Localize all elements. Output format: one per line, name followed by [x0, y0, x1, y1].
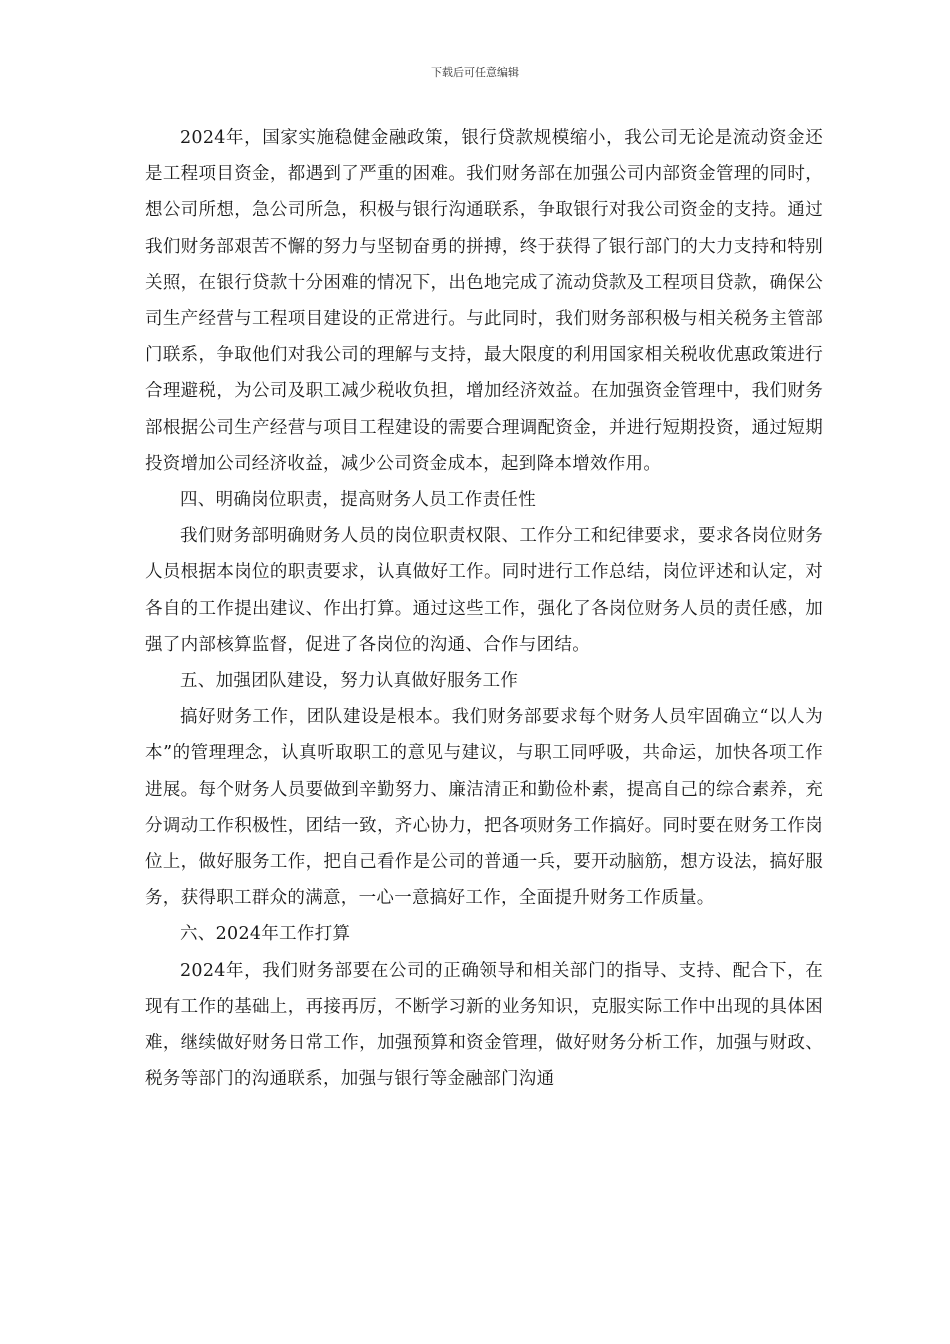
- paragraph-team-building: 搞好财务工作，团队建设是根本。我们财务部要求每个财务人员牢固确立“以人为本”的管理理念，认真听取职工的意见与建议，与职工同呼吸，共命运，加快各项工作进展。每个财务人员要做到辛勤努力、廉洁清正和勤俭朴素，提高自己的综合素养，充分调动工作积极性，团结一致，齐心协力，把各项财务工作搞好。同时要在财务工作岗位上，做好服务工作，把自己看作是公司的普通一兵，要开动脑筋，想方设法，搞好服务，获得职工群众的满意，一心一意搞好工作，全面提升财务工作质量。: [145, 707, 823, 909]
- section-heading-4: 四、明确岗位职责，提高财务人员工作责任性: [180, 490, 536, 511]
- section-heading-5: 五、加强团队建设，努力认真做好服务工作: [180, 671, 519, 692]
- paragraph-work-plan: 2024年，我们财务部要在公司的正确领导和相关部门的指导、支持、配合下，在现有工作的基础上，再接再厉，不断学习新的业务知识，克服实际工作中出现的具体困难，继续做好财务日常工作，加强预算和资金管理，做好财务分析工作，加强与财政、税务等部门的沟通联系，加强与银行等金融部门沟通: [145, 960, 823, 1090]
- section-heading-6: 六、2024年工作打算: [180, 924, 351, 945]
- paragraph-funding: 2024年，国家实施稳健金融政策，银行贷款规模缩小，我公司无论是流动资金还是工程项目资金，都遇到了严重的困难。我们财务部在加强公司内部资金管理的同时，想公司所想，急公司所急，积极与银行沟通联系，争取银行对我公司资金的支持。通过我们财务部艰苦不懈的努力与坚韧奋勇的拼搏，终于获得了银行部门的大力支持和特别关照，在银行贷款十分困难的情况下，出色地完成了流动贷款及工程项目贷款，确保公司生产经营与工程项目建设的正常进行。与此同时，我们财务部积极与相关税务主管部门联系，争取他们对我公司的理解与支持，最大限度的利用国家相关税收优惠政策进行合理避税，为公司及职工减少税收负担，增加经济效益。在加强资金管理中，我们财务部根据公司生产经营与项目工程建设的需要合理调配资金，并进行短期投资，通过短期投资增加公司经济收益，减少公司资金成本，起到降本增效作用。: [145, 128, 823, 474]
- page-header-note: 下载后可任意编辑: [431, 66, 519, 79]
- document-body: [145, 120, 823, 1097]
- paragraph-responsibilities: 我们财务部明确财务人员的岗位职责权限、工作分工和纪律要求，要求各岗位财务人员根据本岗位的职责要求，认真做好工作。同时进行工作总结，岗位评述和认定，对各自的工作提出建议、作出打算。通过这些工作，强化了各岗位财务人员的责任感，加强了内部核算监督，促进了各岗位的沟通、合作与团结。: [145, 526, 823, 655]
